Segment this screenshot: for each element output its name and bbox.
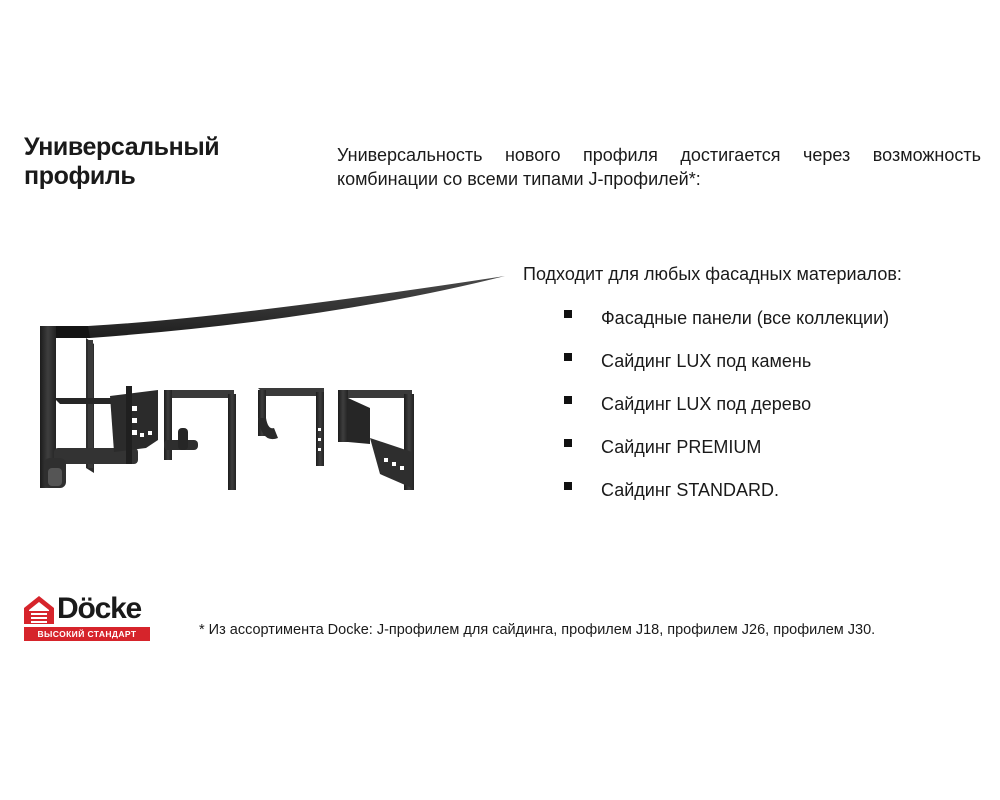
materials-heading: Подходит для любых фасадных материалов: <box>523 264 902 284</box>
brand-tagline: ВЫСОКИЙ СТАНДАРТ <box>24 627 150 641</box>
page-title: Универсальный профиль <box>24 133 220 190</box>
j-profile-shape-3 <box>338 390 414 490</box>
j-profile-shape-1 <box>164 390 236 490</box>
list-item-label: Сайдинг STANDARD. <box>601 480 780 500</box>
universal-profile-shape <box>40 276 505 488</box>
brand-name: Döcke <box>57 592 142 625</box>
list-item <box>523 434 983 460</box>
list-item-label: Сайдинг LUX под дерево <box>601 394 812 414</box>
list-item <box>523 348 983 374</box>
list-item <box>523 477 983 503</box>
list-item <box>523 391 983 417</box>
bullet-icon <box>564 353 572 361</box>
list-item-label: Сайдинг LUX под камень <box>601 351 812 371</box>
bullet-icon <box>564 310 572 318</box>
house-icon <box>24 596 54 624</box>
intro-paragraph: Универсальность нового профиля достигается через возможность комбинации со всеми типами J-профилей*: <box>337 145 981 189</box>
j-profile-shape-2 <box>258 388 324 466</box>
bullet-icon <box>564 396 572 404</box>
materials-list <box>523 305 983 503</box>
materials-section <box>523 261 983 520</box>
profile-illustration <box>30 268 510 498</box>
bullet-icon <box>564 439 572 447</box>
list-item-label: Сайдинг PREMIUM <box>601 437 762 457</box>
bullet-icon <box>564 482 572 490</box>
list-item <box>523 305 983 331</box>
list-item-label: Фасадные панели (все коллекции) <box>601 308 890 328</box>
brand-logo <box>24 594 150 642</box>
footnote: * Из ассортимента Docke: J-профилем для сайдинга, профилем J18, профилем J26, профилем J30. <box>199 622 876 638</box>
